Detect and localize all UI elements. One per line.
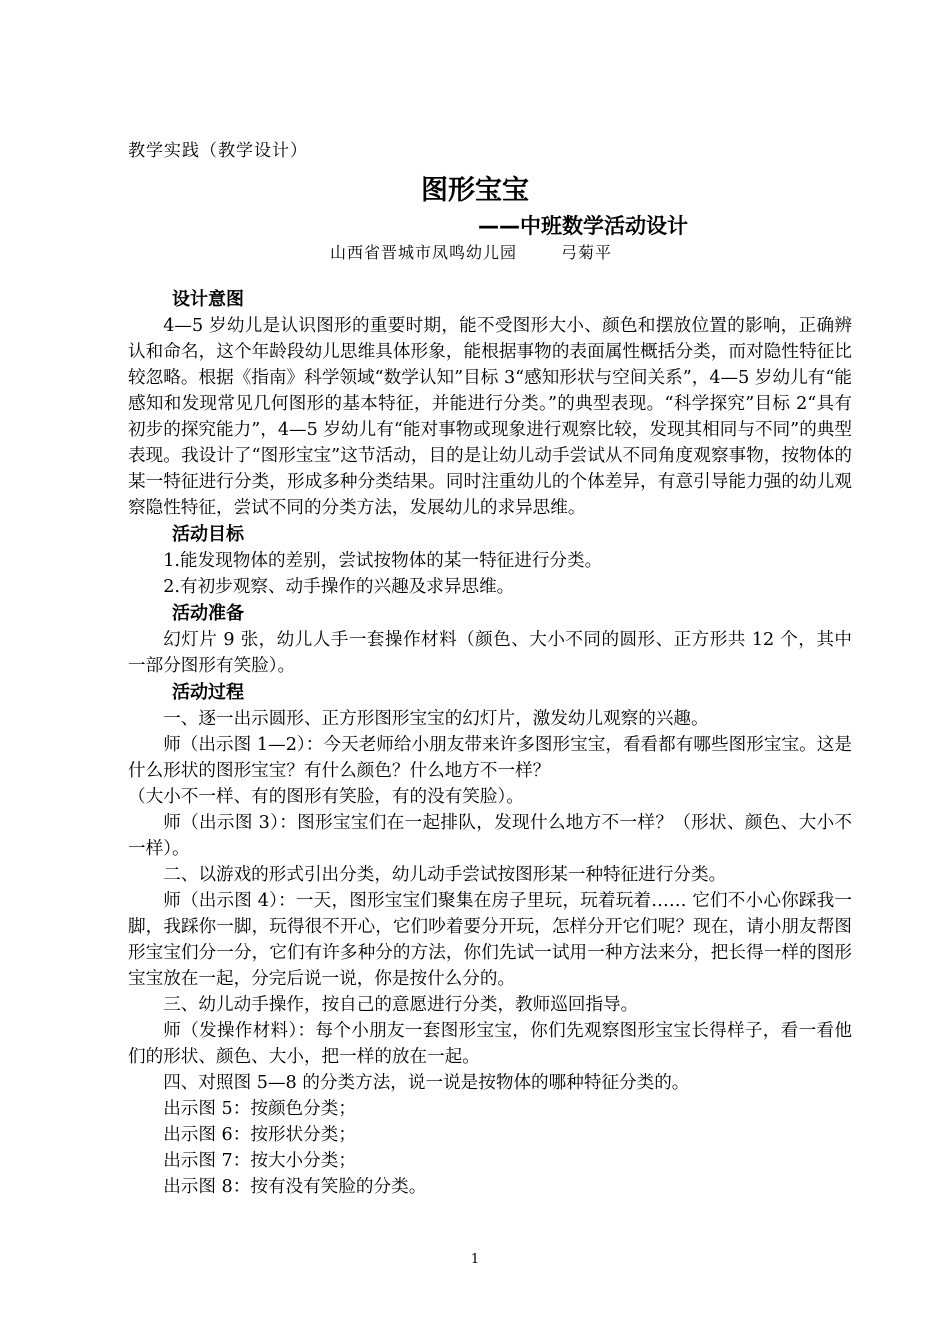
paragraph: 出示图 6：按形状分类； — [163, 1125, 356, 1145]
section-heading-process: 活动过程 — [172, 682, 244, 703]
paragraph: 幻灯片 9 张，幼儿人手一套操作材料（颜色、大小不同的圆形、正方形共 12 个，其中一部分图形有笑脸）。 — [128, 630, 852, 676]
paragraph: 4—5 岁幼儿是认识图形的重要时期，能不受图形大小、颜色和摆放位置的影响，正确辨认和命名，这个年龄段幼儿思维具体形象，能根据事物的表面属性概括分类，而对隐性特征比较忽略。根据《指南》科学领域“数学认知”目标 3“感知形状与空间关系”，4—5 岁幼儿有“能感知和发现常见几何图形的基本特征，并能进行分类。”的典型表现。“科学探究”目标 2“具有初步的探究能力”，4—5 岁幼儿有“能对事物或现象进行观察比较，发现其相同与不同”的典型表现。我设计了“图形宝宝”这节活动，目的是让幼儿动手尝试从不同角度观察事物，按物体的某一特征进行分类，形成多种分类结果。同时注重幼儿的个体差异，有意引导能力强的幼儿观察隐性特征，尝试不同的分类方法，发展幼儿的求异思维。 — [128, 316, 852, 518]
paragraph: 三、幼儿动手操作，按自己的意愿进行分类，教师巡回指导。 — [163, 995, 639, 1015]
paragraph: 一、逐一出示圆形、正方形图形宝宝的幻灯片，激发幼儿观察的兴趣。 — [163, 709, 709, 729]
paragraph: 二、以游戏的形式引出分类，幼儿动手尝试按图形某一种特征进行分类。 — [163, 865, 727, 885]
paragraph: 四、对照图 5—8 的分类方法，说一说是按物体的哪种特征分类的。 — [163, 1073, 690, 1093]
category-label: 教学实践（教学设计） — [128, 141, 308, 161]
paragraph: （大小不一样、有的图形有笑脸，有的没有笑脸）。 — [128, 787, 524, 807]
document-subtitle: ——中班数学活动设计 — [478, 214, 688, 238]
document-body — [128, 286, 852, 1200]
paragraph: 2.有初步观察、动手操作的兴趣及求异思维。 — [163, 577, 515, 597]
section-heading-goals: 活动目标 — [172, 524, 244, 545]
section-heading-preparation: 活动准备 — [172, 603, 244, 624]
byline — [330, 240, 612, 263]
paragraph: 1.能发现物体的差别，尝试按物体的某一特征进行分类。 — [163, 551, 603, 571]
paragraph: 出示图 5：按颜色分类； — [163, 1099, 356, 1119]
paragraph: 师（出示图 4）：一天，图形宝宝们聚集在房子里玩，玩着玩着…… 它们不小心你踩我一脚，我踩你一脚，玩得很不开心，它们吵着要分开玩，怎样分开它们呢？现在，请小朋友帮图形宝宝们分一分，它们有许多种分的方法，你们先试一试用一种方法来分，把长得一样的图形宝宝放在一起，分完后说一说，你是按什么分的。 — [128, 891, 852, 989]
page-number: 1 — [470, 1252, 480, 1267]
paragraph: 出示图 8：按有没有笑脸的分类。 — [163, 1177, 427, 1197]
author-name: 弓菊平 — [561, 243, 613, 262]
section-heading-design-intent: 设计意图 — [172, 289, 244, 310]
document-title: 图形宝宝 — [421, 175, 529, 206]
school-name: 山西省晋城市凤鸣幼儿园 — [330, 243, 518, 262]
paragraph: 师（发操作材料）：每个小朋友一套图形宝宝，你们先观察图形宝宝长得样子，看一看他们的形状、颜色、大小，把一样的放在一起。 — [128, 1021, 852, 1067]
paragraph: 师（出示图 1—2）：今天老师给小朋友带来许多图形宝宝，看看都有哪些图形宝宝。这是什么形状的图形宝宝？有什么颜色？什么地方不一样？ — [128, 735, 852, 781]
paragraph: 出示图 7：按大小分类； — [163, 1151, 356, 1171]
paragraph: 师（出示图 3）：图形宝宝们在一起排队，发现什么地方不一样？（形状、颜色、大小不一样）。 — [128, 813, 852, 859]
